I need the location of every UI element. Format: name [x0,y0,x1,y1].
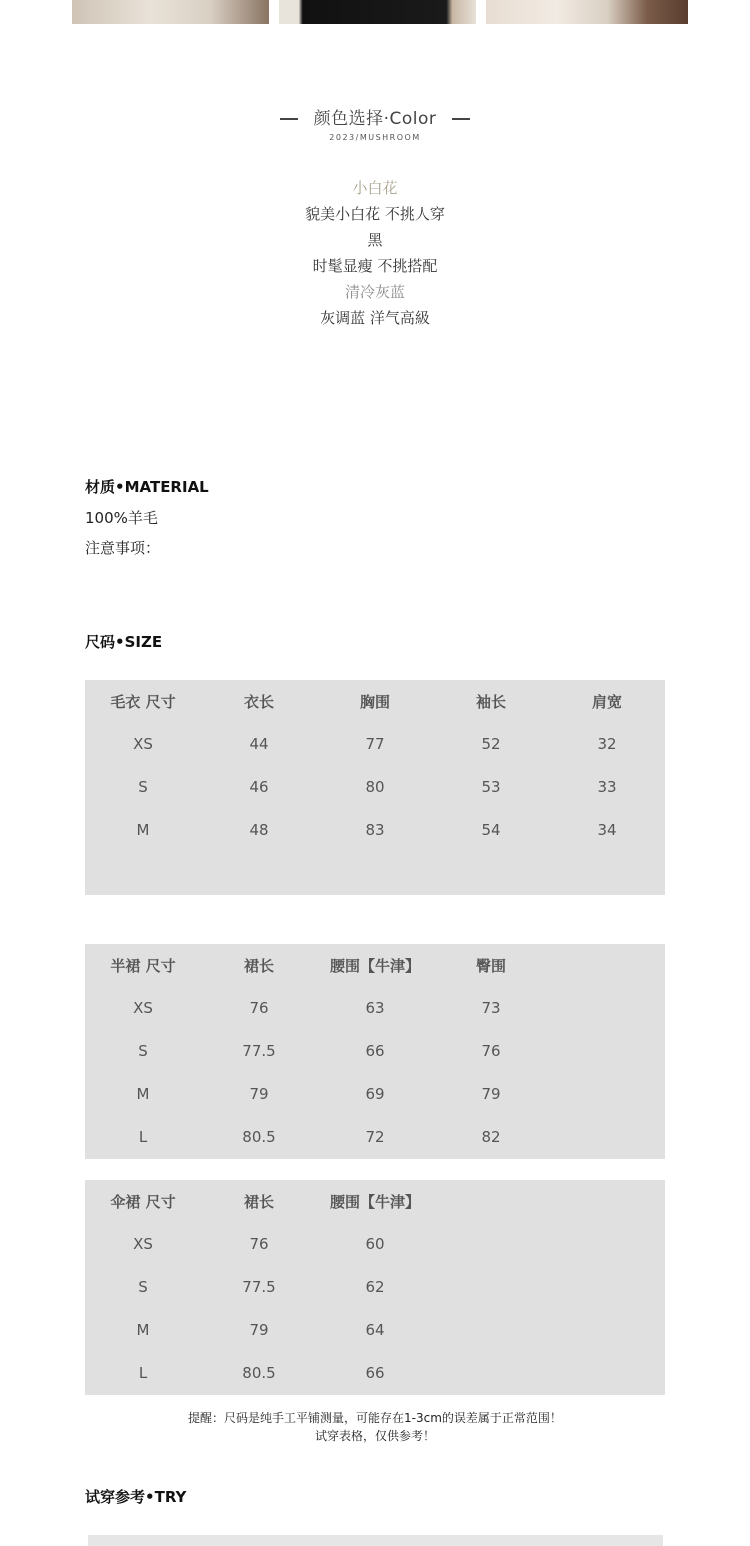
table-cell: 76 [249,999,269,1017]
table-cell: 66 [365,1042,385,1060]
table-cell: 64 [365,1321,385,1339]
table-cell: 82 [481,1128,501,1146]
table-cell: 69 [365,1085,385,1103]
table-cell: M [136,821,150,839]
table-row [85,1277,665,1297]
table-cell: M [136,1321,150,1339]
table-row [85,1234,665,1254]
table-cell: XS [133,999,153,1017]
table-cell: 83 [365,821,385,839]
table-row [85,1084,665,1104]
color-section-header [0,104,750,142]
table-cell: L [138,1128,148,1146]
table-header-cell: 裙长 [243,1193,274,1211]
size-reminder-line-2: 试穿表格，仅供参考！ [314,1429,435,1443]
table-cell: 60 [365,1235,385,1253]
material-notes-label: 注意事项： [85,539,161,557]
table-cell: 77 [365,735,385,753]
table-cell: S [138,778,148,796]
table-cell: 77.5 [242,1278,276,1296]
color-name: 清冷灰蓝 [344,283,405,301]
table-row [85,1320,665,1340]
table-cell: 80.5 [242,1364,276,1382]
product-photo-strip [72,0,688,24]
table-cell: 46 [249,778,269,796]
table-cell: M [136,1085,150,1103]
size-table-umbrella-skirt [85,1180,665,1395]
color-desc: 时髦显瘦 不挑搭配 [312,257,438,275]
table-row [85,1041,665,1061]
table-cell: 62 [365,1278,385,1296]
table-row [85,998,665,1018]
size-reminder-line-1: 提醒：尺码是纯手工平铺测量，可能存在1-3cm的误差属于正常范围！ [188,1411,562,1425]
table-header-row [85,956,665,976]
color-title: 颜色选择·Color [313,109,437,129]
table-header-cell: 胸围 [359,693,390,711]
table-cell: 34 [597,821,617,839]
table-cell: 32 [597,735,617,753]
table-cell: 79 [249,1321,269,1339]
color-desc: 貌美小白花 不挑人穿 [305,205,445,223]
table-cell: 76 [481,1042,501,1060]
table-header-cell: 臀围 [475,957,506,975]
table-header-row [85,692,665,712]
table-cell: 48 [249,821,269,839]
color-name: 黑 [367,231,383,249]
material-title: 材质•MATERIAL [85,478,209,496]
color-name: 小白花 [352,179,398,197]
table-cell: S [138,1042,148,1060]
table-row [85,777,665,797]
table-cell: 54 [481,821,501,839]
color-subtitle: 2023/MUSHROOM [329,133,421,142]
size-table-skirt [85,944,665,1159]
title-dash-right [452,118,470,120]
try-title: 试穿参考•TRY [85,1488,187,1506]
product-photo-3 [486,0,688,24]
size-reminder [0,1409,750,1445]
table-row [85,820,665,840]
table-row [85,734,665,754]
table-header-row [85,1192,665,1212]
table-header-cell: 腰围【牛津】 [329,1193,420,1211]
title-dash-left [280,118,298,120]
color-list [0,175,750,331]
table-header-cell: 腰围【牛津】 [329,957,420,975]
table-cell: 79 [249,1085,269,1103]
table-cell: 52 [481,735,501,753]
product-photo-1 [72,0,269,24]
table-cell: 63 [365,999,385,1017]
table-cell: 77.5 [242,1042,276,1060]
table-header-cell: 肩宽 [591,693,622,711]
table-header-cell: 袖长 [475,693,506,711]
table-cell: 80 [365,778,385,796]
table-cell: L [138,1364,148,1382]
table-cell: 73 [481,999,501,1017]
color-title-line [0,104,750,129]
table-cell: 79 [481,1085,501,1103]
table-cell: XS [133,1235,153,1253]
table-row [85,1363,665,1383]
table-header-cell: 伞裙 尺寸 [110,1193,176,1211]
table-row [85,1127,665,1147]
color-desc: 灰调蓝 洋气高級 [320,309,430,327]
table-header-cell: 半裙 尺寸 [110,957,176,975]
table-cell: 72 [365,1128,385,1146]
table-header-cell: 裙长 [243,957,274,975]
size-table-sweater [85,680,665,895]
table-cell: 76 [249,1235,269,1253]
table-cell: 53 [481,778,501,796]
size-title: 尺码•SIZE [85,633,163,651]
table-header-cell: 衣长 [243,693,274,711]
table-cell: 44 [249,735,269,753]
table-cell: 33 [597,778,617,796]
table-header-cell: 毛衣 尺寸 [110,693,176,711]
table-cell: 80.5 [242,1128,276,1146]
table-cell: S [138,1278,148,1296]
table-cell: 66 [365,1364,385,1382]
product-photo-2 [279,0,476,24]
table-cell: XS [133,735,153,753]
try-table-top [88,1535,663,1546]
material-content: 100%羊毛 [85,509,158,527]
